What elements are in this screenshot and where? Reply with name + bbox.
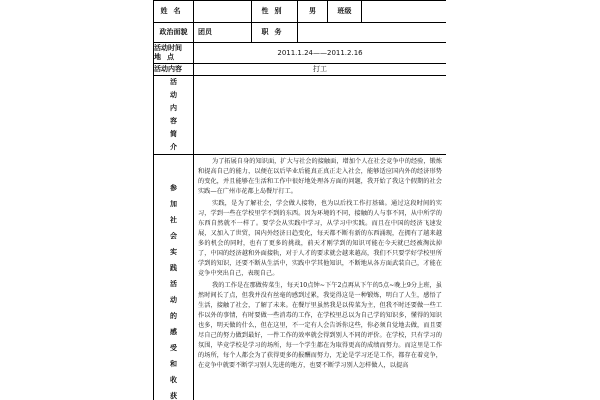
feelings-label <box>169 180 179 400</box>
politics-label: 政治面貌 <box>154 23 194 43</box>
feelings-paragraph: 我的工作是在那做传菜生，每天10点钟~下午2点再从下午的5点~晚上9分上班，虽然时间长了点，但我并没有丝毫的感到过累，我觉得这是一种锻炼，明白了人生，感悟了生活，接触了社会，了解了未来。在餐厅里虽然我是以传菜为主，但我不时还要做一些工作以外的事情，有时要做一些消毒的工作，在学校里总以为自己学的知识多，懂得的知识也多，明天做的什么，但在这里，不一定有人会告诉你这些，你必须自觉地去做，而且要尽自己的努力做到最好，一件工作的效率就会得到别人不同的评价。在学校，只有学习的氛围，毕竟学校是学习的场所，每一个学生都在为取得更高的成绩而努力。而这里是工作的场所，每个人都会为了获得更多的报酬而努力，无论是学习还是工作，都存在着竞争，在竞争中就要不断学习别人先进的地方，也要不断学习别人怎样做人，以提高 <box>198 282 442 369</box>
intro-label-line: 活动 <box>170 78 177 99</box>
politics-value: 团员 <box>194 23 252 43</box>
time-place-label-line2: 地点 <box>154 53 180 61</box>
position-label: 职务 <box>261 28 288 36</box>
content-value: 打工 <box>194 64 447 76</box>
position-label-cell <box>252 23 298 43</box>
intro-label <box>169 76 179 154</box>
class-value <box>362 1 447 23</box>
feelings-label-cell <box>154 155 194 400</box>
row-content <box>154 64 447 76</box>
feelings-label-line: 活动 <box>170 279 177 304</box>
intro-label-line: 简介 <box>170 130 177 151</box>
row-politics <box>154 23 447 43</box>
practice-form-table <box>153 0 446 400</box>
feelings-label-line: 收获 <box>170 375 177 400</box>
gender-value: 男 <box>298 1 328 23</box>
name-label: 姓名 <box>160 7 187 15</box>
class-label: 班级 <box>328 1 362 23</box>
intro-label-cell <box>154 76 194 155</box>
name-value-cell <box>194 1 252 23</box>
time-place-value: 2011.1.24——2011.2.16 <box>194 43 447 64</box>
feelings-paragraph: 实践，是为了解社会，学会做人接物，也为以后找工作打基础。通过这段时间的实习，学到一些在学校里学不到的东西。因为环境的不同，接触的人与事不同，从中所学的东西自然就不一样了。要学会从实践中学习，从学习中实践。而且在中国的经济飞速发展，又加入了世贸，国内外经济日趋变化，每天都不断有新的东西涌现，在拥有了越来越多的机会的同时，也有了更多的挑战，前天才刚学到的知识可能在今天就已经被淘汰掉了，中国的经济越和外面接轨，对于人才的要求就会越来越高，我们不只要学好学校里所学到的知识，还要不断从生活中，实践中学其他知识，不断地从各方面武装自己，才能在竞争中突出自己，表现自己。 <box>198 200 442 277</box>
feelings-label-line: 社会 <box>170 215 177 240</box>
intro-label-line: 内容 <box>170 104 177 125</box>
feelings-paragraph: 为了拓展自身的知识面，扩大与社会的接触面，增加个人在社会竞争中的经验，锻炼和提高自己的能力，以便在以后毕业后能真正真正走入社会，能够适应国内外的经济形势的变化，并且能够在生活和工作中很好地处理各方面的问题，我开始了我这个假期的社会实践—在广州市花都上岛餐厅打工。 <box>198 158 442 195</box>
gender-label-cell <box>252 1 298 23</box>
position-value <box>298 23 447 43</box>
feelings-label-line: 参加 <box>170 183 177 208</box>
row-feelings <box>154 155 447 400</box>
row-name <box>154 1 447 23</box>
feelings-label-line: 受和 <box>170 343 177 368</box>
feelings-label-line: 的感 <box>170 311 177 336</box>
time-place-label-line1: 活动时间 <box>154 44 182 52</box>
time-place-label-cell <box>154 43 194 64</box>
feelings-label-line: 实践 <box>170 247 177 272</box>
registration-form-sheet <box>153 0 446 400</box>
name-label-cell <box>154 1 194 23</box>
content-label: 活动内容 <box>154 64 194 76</box>
gender-label: 性别 <box>261 7 288 15</box>
intro-value <box>194 76 447 155</box>
row-intro <box>154 76 447 155</box>
row-time-place <box>154 43 447 64</box>
feelings-text-cell <box>194 155 447 400</box>
